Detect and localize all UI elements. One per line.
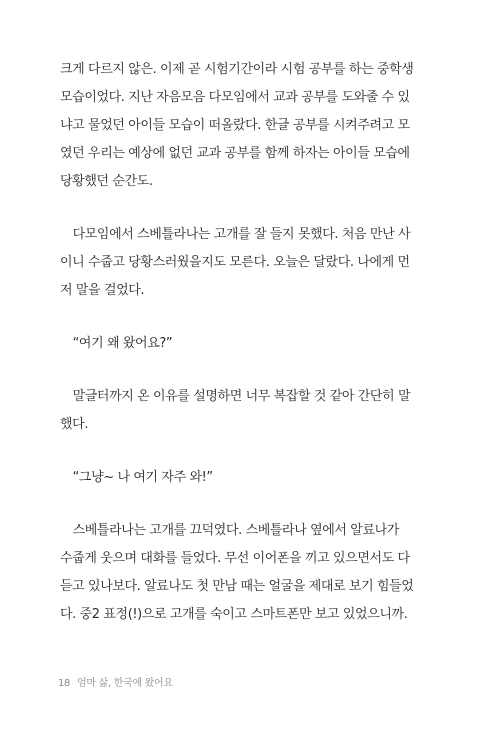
text-line: 스베틀라나는 고개를 끄덕였다. 스베틀라나 옆에서 알료나가 <box>60 523 399 538</box>
running-book-title: 엄마 삶, 한국에 왔어요 <box>77 678 173 689</box>
text-line: 크게 다르지 않은. 이제 곧 시험기간이라 시험 공부를 하는 중학생 <box>60 62 414 77</box>
page-footer <box>58 674 173 689</box>
text-line: 였던 우리는 예상에 없던 교과 공부를 함께 하자는 아이들 모습에 <box>60 146 410 161</box>
paragraph-gap <box>60 358 405 383</box>
text-line: 수줍게 웃으며 대화를 들었다. 무선 이어폰을 끼고 있으면서도 다 <box>60 551 410 566</box>
paragraph-1 <box>60 56 414 196</box>
text-line: 말글터까지 온 이유를 설명하면 너무 복잡할 것 같아 간단히 말 <box>60 389 411 404</box>
text-line: 냐고 물었던 아이들 모습이 떠올랐다. 한글 공부를 시켜주려고 모 <box>60 118 410 133</box>
paragraph-2 <box>60 221 411 305</box>
paragraph-gap <box>60 492 405 517</box>
text-line: 했다. <box>60 417 89 432</box>
paragraph-3-dialogue <box>60 330 405 358</box>
paragraph-5-dialogue <box>60 464 405 492</box>
text-line: 다. 중2 표정(!)으로 고개를 숙이고 스마트폰만 보고 있었으니까. <box>60 607 408 622</box>
text-line: 모습이었다. 지난 자음모음 다모임에서 교과 공부를 도와줄 수 있 <box>60 90 410 105</box>
page-body <box>60 56 414 629</box>
dialogue-line: “그냥~ 나 여기 자주 와!” <box>60 470 213 485</box>
text-line: 이니 수줍고 당황스러웠을지도 모른다. 오늘은 달랐다. 나에게 먼 <box>60 255 410 270</box>
text-line: 당황했던 순간도. <box>60 174 153 189</box>
paragraph-gap <box>60 305 405 330</box>
dialogue-line: “여기 왜 왔어요?” <box>60 336 173 351</box>
paragraph-4 <box>60 383 411 439</box>
paragraph-gap <box>60 196 405 221</box>
text-line: 저 말을 걸었다. <box>60 283 145 298</box>
paragraph-6 <box>60 517 414 629</box>
page-number: 18 <box>58 678 71 689</box>
text-line: 다모임에서 스베틀라나는 고개를 잘 들지 못했다. 처음 만난 사 <box>60 227 411 242</box>
text-line: 듣고 있나보다. 알료나도 첫 만남 때는 얼굴을 제대로 보기 힘들었 <box>60 579 414 594</box>
paragraph-gap <box>60 439 405 464</box>
